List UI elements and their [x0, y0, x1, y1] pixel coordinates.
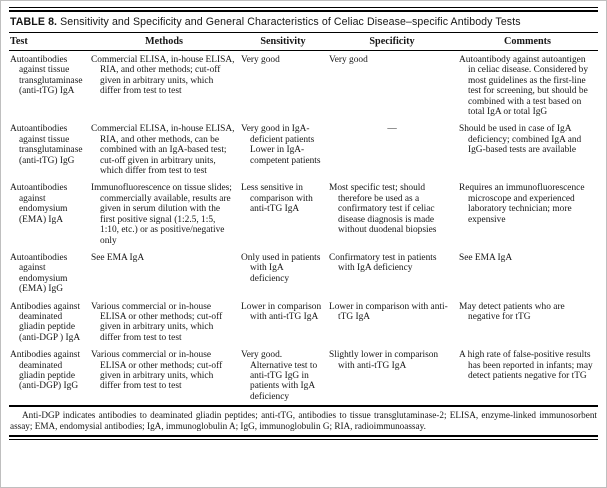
table-row-ema-iga: [9, 179, 598, 248]
cell-comments: See EMA IgA: [459, 252, 513, 263]
cell-methods: See EMA IgA: [91, 252, 145, 263]
table-row-anti-dgp-igg: [9, 346, 598, 405]
cell-specificity: Slightly lower in comparison with anti-tTG IgA: [329, 350, 439, 371]
table-row-anti-ttg-iga: [9, 51, 598, 121]
column-header-methods: Methods: [89, 33, 239, 51]
cell-sensitivity: Very good. Alternative test to anti-tTG IgG in patients with IgA deficiency: [241, 350, 318, 402]
cell-comments: Autoantibody against autoantigen in celiac disease. Considered by most guidelines as the first-line test for screening, but should be combined with a test based on total IgA or total IgG: [459, 55, 589, 118]
table-title: [9, 12, 598, 32]
cell-test: Autoantibodies against tissue transglutaminase (anti-tTG) IgA: [10, 55, 83, 97]
cell-methods: Commercial ELISA, in-house ELISA, RIA, and other methods; cut-off given in arbitrary units, which differ from test to test: [91, 55, 235, 97]
bottom-margin: [9, 440, 598, 446]
cell-methods: Immunofluorescence on tissue slides; commercially available, results are given in serum dilution with the first positive signal (1:2.5, 1:5, 1:10, etc.) or as positive/negative only: [91, 183, 232, 246]
cell-sensitivity: Only used in patients with IgA deficiency: [241, 252, 321, 284]
table-row-anti-ttg-igg: [9, 120, 598, 179]
cell-test: Autoantibodies against endomysium (EMA) IgA: [10, 183, 68, 225]
cell-comments: Should be used in case of IgA deficiency; combined IgA and IgG-based tests are available: [459, 124, 582, 156]
cell-methods: Various commercial or in-house ELISA or other methods; cut-off given in arbitrary units, which differ from test to test: [91, 350, 223, 392]
cell-methods: Various commercial or in-house ELISA or other methods; cut-off given in arbitrary units, which differ from test to test: [91, 301, 223, 343]
cell-specificity: —: [387, 124, 397, 135]
table-row-ema-igg: [9, 249, 598, 298]
column-header-comments: Comments: [457, 33, 598, 51]
table-row-anti-dgp-iga: [9, 298, 598, 347]
cell-specificity: Lower in comparison with anti-tTG IgA: [329, 301, 448, 322]
cell-specificity: Very good: [329, 55, 368, 65]
cell-specificity: Confirmatory test in patients with IgA deficiency: [329, 252, 437, 274]
table-footnote: Anti-DGP indicates antibodies to deaminated gliadin peptides; anti-tTG, antibodies to tissue transglutaminase-2; ELISA, enzyme-linked immunosorbent assay; EMA, endomysial antibodies; IgA, immunoglobulin A; IgG, immunoglobulin G; RIA, radioimmunoassay.: [10, 410, 597, 431]
cell-sensitivity: Very good: [241, 55, 280, 65]
cell-methods: Commercial ELISA, in-house ELISA, RIA, and other methods, can be combined with an IgA-based test; cut-off given in arbitrary units, which differ from test to test: [91, 124, 235, 177]
cell-sensitivity: Very good in IgA-deficient patients Lower in IgA-competent patients: [241, 124, 321, 166]
cell-comments: May detect patients who are negative for tTG: [459, 301, 565, 322]
cell-test: Antibodies against deaminated gliadin peptide (anti-DGP) IgG: [10, 350, 81, 392]
table-number-label: TABLE 8.: [10, 16, 58, 28]
cell-test: Autoantibodies against tissue transglutaminase (anti-tTG) IgG: [10, 124, 83, 166]
cell-test: Autoantibodies against endomysium (EMA) IgG: [10, 252, 68, 295]
table-header-row: [9, 33, 598, 51]
antibody-tests-table: [9, 33, 598, 405]
paper-table-figure: [1, 1, 606, 446]
cell-test: Antibodies against deaminated gliadin peptide (anti-DGP ) IgA: [10, 301, 81, 343]
table-title-text: Sensitivity and Specificity and General Characteristics of Celiac Disease–specific Antibody Tests: [60, 16, 521, 28]
cell-specificity: Most specific test; should therefore be used as a confirmatory test if celiac disease diagnosis is made without duodenal biopsies: [329, 183, 437, 236]
column-header-specificity: Specificity: [327, 33, 457, 51]
column-header-test: Test: [9, 33, 89, 51]
cell-comments: A high rate of false-positive results has been reported in infants; may detect patients negative for tTG: [459, 350, 593, 381]
cell-sensitivity: Less sensitive in comparison with anti-tTG IgA: [241, 183, 313, 215]
column-header-sensitivity: Sensitivity: [239, 33, 327, 51]
cell-comments: Requires an immunofluorescence microscope and experienced laboratory technician; more expensive: [459, 183, 585, 225]
cell-sensitivity: Lower in comparison with anti-tTG IgA: [241, 301, 322, 322]
